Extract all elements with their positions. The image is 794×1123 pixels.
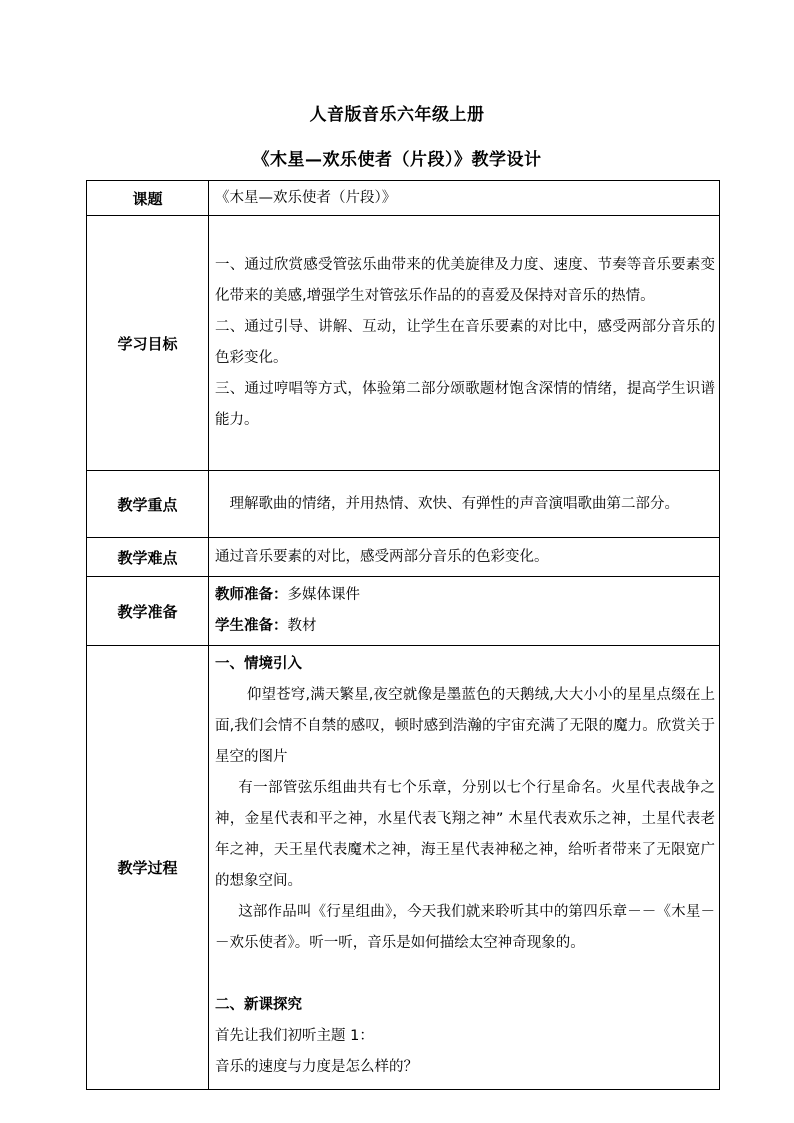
process-section2-line2: 音乐的速度与力度是怎么样的？ <box>215 1059 418 1075</box>
objective-item-2: 二、通过引导、讲解、互动，让学生在音乐要素的对比中，感受两部分音乐的色彩变化。 <box>215 319 715 366</box>
lesson-plan-table <box>86 180 720 1090</box>
objective-item-1: 一、通过欣赏感受管弦乐曲带来的优美旋律及力度、速度、节奏等音乐要素变化带来的美感,增强学生对管弦乐作品的的喜爱及保持对音乐的热情。 <box>215 257 715 304</box>
row-difficulties <box>87 538 720 577</box>
student-preparation-label: 学生准备： <box>215 618 288 634</box>
student-preparation <box>215 611 715 642</box>
row-topic <box>87 181 720 216</box>
label-process: 教学过程 <box>87 646 209 1090</box>
key-points-text: 理解歌曲的情绪，并用热情、欢快、有弹性的声音演唱歌曲第二部分。 <box>229 495 679 512</box>
content-topic: 《木星—欢乐使者（片段）》 <box>209 181 720 216</box>
process-section1-paragraph3: 这部作品叫《行星组曲》，今天我们就来聆听其中的第四乐章－－《木星－－欢乐使者》。听一听，音乐是如何描绘太空神奇现象的。 <box>215 904 715 951</box>
process-section1-paragraph2: 有一部管弦乐组曲共有七个乐章，分别以七个行星命名。火星代表战争之神，金星代表和平之神，水星代表飞翔之神” 木星代表欢乐之神，土星代表老年之神，天王星代表魔术之神，海王星代表神秘之神，给听者带来了无限宽广的想象空间。 <box>215 780 715 889</box>
document-title: 人音版音乐六年级上册 <box>309 105 485 125</box>
process-section2-heading: 二、新课探究 <box>215 997 302 1013</box>
content-process <box>209 646 720 1090</box>
row-key-points <box>87 471 720 538</box>
process-section1-paragraph1: 仰望苍穹,满天繁星,夜空就像是墨蓝色的天鹅绒,大大小小的星星点缀在上面,我们会情不自禁的感叹，顿时感到浩瀚的宇宙充满了无限的魔力。欣赏关于星空的图片 <box>215 687 715 765</box>
label-topic: 课题 <box>87 181 209 216</box>
objective-item-3: 三、通过哼唱等方式，体验第二部分颂歌题材饱含深情的情绪，提高学生识谱能力。 <box>215 381 715 428</box>
process-section1-heading: 一、情境引入 <box>215 656 302 672</box>
content-key-points <box>209 471 720 538</box>
label-objectives: 学习目标 <box>87 216 209 471</box>
student-preparation-value: 教材 <box>287 618 317 634</box>
row-process <box>87 646 720 1090</box>
document-subtitle: 《木星—欢乐使者（片段）》教学设计 <box>252 150 542 170</box>
content-objectives <box>209 216 720 471</box>
content-preparation <box>209 577 720 646</box>
row-preparation <box>87 577 720 646</box>
label-difficulties: 教学难点 <box>87 538 209 577</box>
label-preparation: 教学准备 <box>87 577 209 646</box>
blank-line <box>215 959 715 990</box>
teacher-preparation <box>215 580 715 611</box>
process-section2-line1: 首先让我们初听主题 1： <box>215 1028 374 1044</box>
row-objectives <box>87 216 720 471</box>
teacher-preparation-value: 多媒体课件 <box>287 587 360 603</box>
label-key-points: 教学重点 <box>87 471 209 538</box>
content-difficulties: 通过音乐要素的对比，感受两部分音乐的色彩变化。 <box>209 538 720 577</box>
teacher-preparation-label: 教师准备： <box>215 587 288 603</box>
